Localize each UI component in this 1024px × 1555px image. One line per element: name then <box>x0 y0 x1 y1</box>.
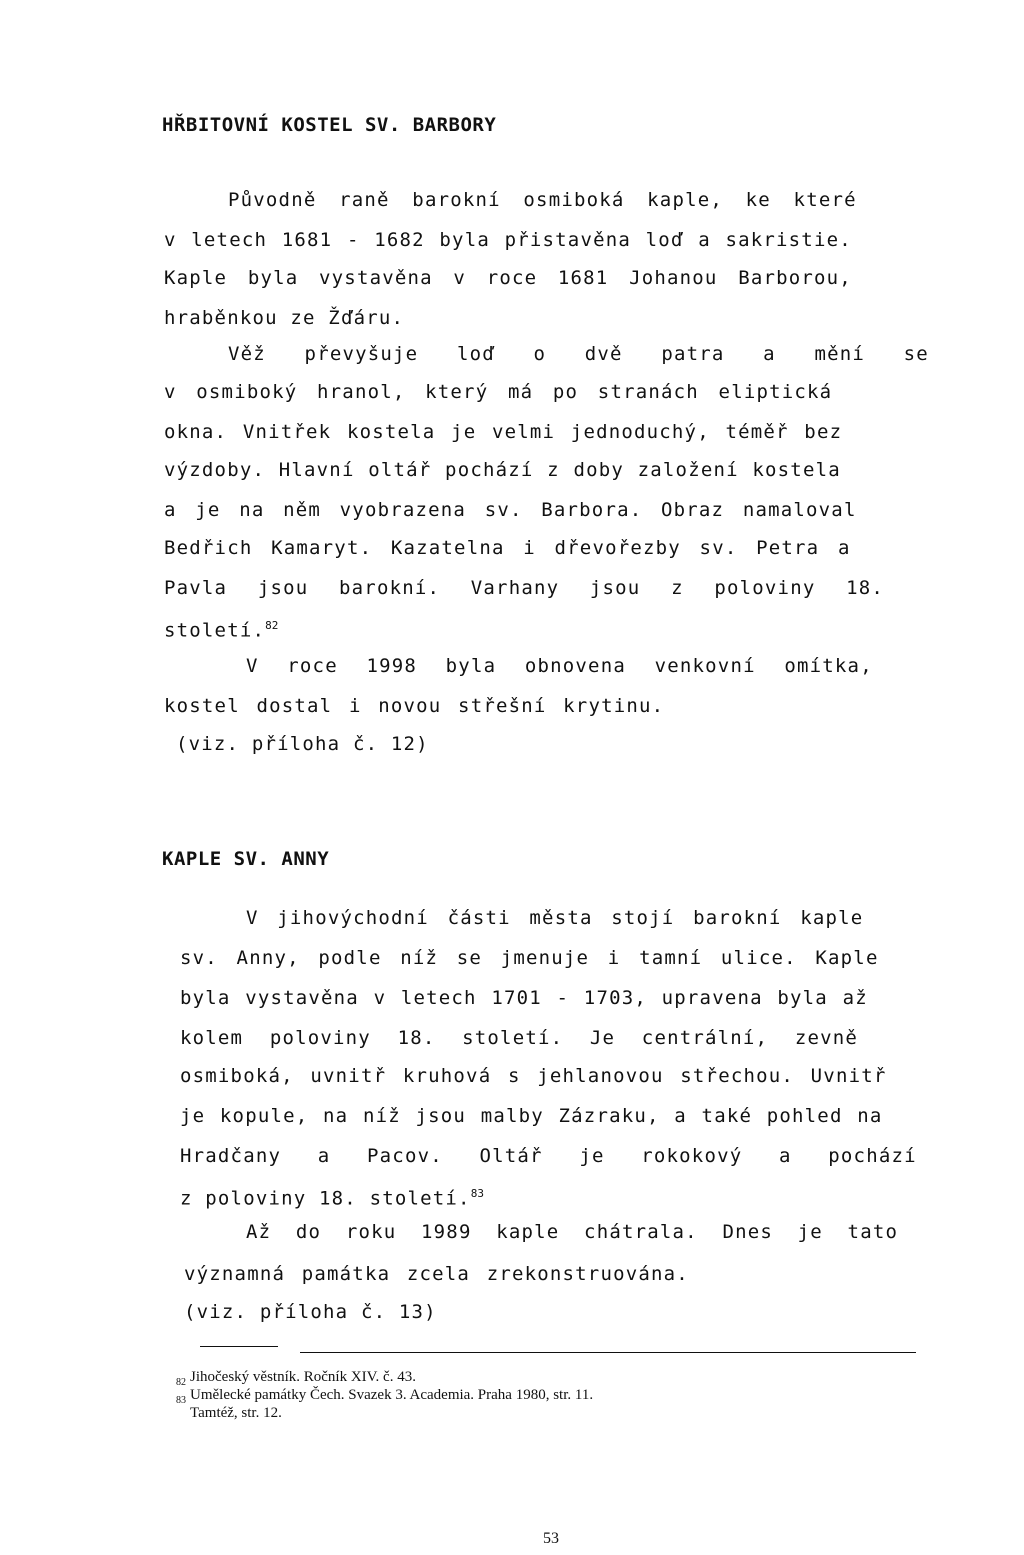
footnote <box>176 1368 416 1388</box>
paragraph-line <box>180 1182 484 1210</box>
paragraph-line: Pavla jsou barokní. Varhany jsou z poloviny 18. <box>164 577 885 599</box>
paragraph-line: V roce 1998 byla obnovena venkovní omítka, <box>246 655 873 677</box>
section-title-anna: KAPLE SV. ANNY <box>162 848 330 870</box>
footnote-number: 82 <box>176 1377 186 1388</box>
paragraph-line: výzdoby. Hlavní oltář pochází z doby založení kostela <box>164 459 841 481</box>
section-title-barbora: HŘBITOVNÍ KOSTEL SV. BARBORY <box>162 114 497 136</box>
paragraph-line: byla vystavěna v letech 1701 - 1703, upravena byla až <box>180 987 868 1009</box>
paragraph-text: století. <box>164 619 266 642</box>
footnote-divider <box>200 1346 278 1347</box>
paragraph-line: významná památka zcela zrekonstruována. <box>184 1263 689 1285</box>
paragraph-line: Hradčany a Pacov. Oltář je rokokový a pochází <box>180 1145 917 1167</box>
paragraph-line: okna. Vnitřek kostela je velmi jednoduchý, téměř bez <box>164 421 843 443</box>
footnote-divider <box>300 1352 916 1353</box>
paragraph-line: (viz. příloha č. 13) <box>184 1301 437 1323</box>
paragraph-text: z poloviny 18. století. <box>180 1187 471 1210</box>
paragraph-line: v letech 1681 - 1682 byla přistavěna loď a sakristie. <box>164 229 852 251</box>
footnote-text: Jihočeský věstník. Ročník XIV. č. 43. <box>190 1369 416 1385</box>
paragraph-line: Až do roku 1989 kaple chátrala. Dnes je tato <box>246 1221 899 1243</box>
paragraph-line: je kopule, na níž jsou malby Zázraku, a také pohled na <box>180 1105 883 1127</box>
paragraph-line: v osmiboký hranol, který má po stranách eliptická <box>164 381 833 403</box>
footnote <box>176 1386 594 1406</box>
footnote-reference: 82 <box>265 619 279 632</box>
paragraph-line: (viz. příloha č. 12) <box>176 733 429 755</box>
paragraph-line <box>164 614 278 642</box>
paragraph-line: hraběnkou ze Žďáru. <box>164 307 405 329</box>
footnote-number: 83 <box>176 1395 186 1406</box>
paragraph-line: Bedřich Kamaryt. Kazatelna i dřevořezby sv. Petra a <box>164 537 851 559</box>
paragraph-line: V jihovýchodní části města stojí barokní kaple <box>246 907 864 929</box>
paragraph-line: a je na něm vyobrazena sv. Barbora. Obraz namaloval <box>164 499 857 521</box>
paragraph-line: kostel dostal i novou střešní krytinu. <box>164 695 665 717</box>
footnote-text: Umělecké památky Čech. Svazek 3. Academia. Praha 1980, str. 11. <box>190 1387 594 1403</box>
paragraph-line: kolem poloviny 18. století. Je centrální, zevně <box>180 1027 859 1049</box>
paragraph-line: Kaple byla vystavěna v roce 1681 Johanou Barborou, <box>164 267 852 289</box>
footnote <box>190 1404 282 1422</box>
footnote-reference: 83 <box>470 1187 484 1200</box>
page-number: 53 <box>543 1530 559 1547</box>
paragraph-line: Původně raně barokní osmiboká kaple, ke které <box>228 189 857 211</box>
paragraph-line: osmiboká, uvnitř kruhová s jehlanovou střechou. Uvnitř <box>180 1065 887 1087</box>
paragraph-line: Věž převyšuje loď o dvě patra a mění se <box>228 343 929 365</box>
paragraph-line: sv. Anny, podle níž se jmenuje i tamní ulice. Kaple <box>180 947 879 969</box>
footnote-text: Tamtéž, str. 12. <box>190 1405 282 1421</box>
